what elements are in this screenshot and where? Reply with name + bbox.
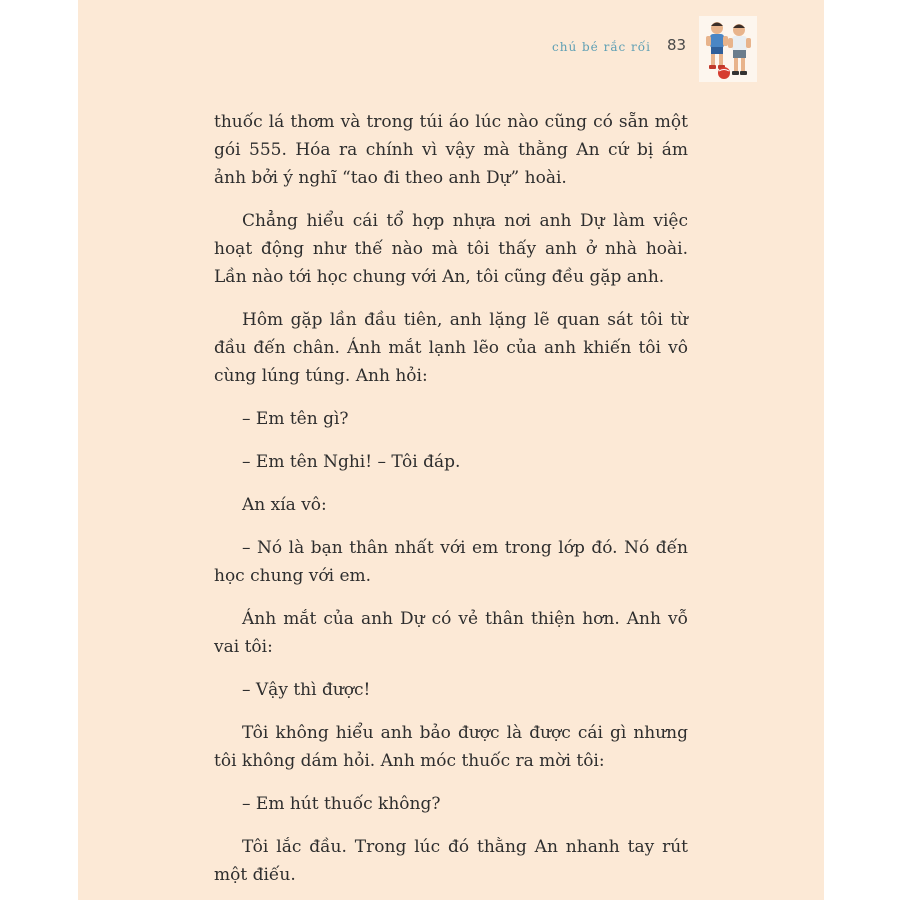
paragraph: An xía vô: (242, 495, 327, 515)
dialogue-line: – Em tên gì? (242, 409, 349, 429)
paragraph: Chẳng hiểu cái tổ hợp nhựa nơi anh Dự làm việc hoạt động như thế nào mà tôi thấy anh ở nhà hoài. Lần nào tới học chung với An, tôi cũng đều gặp anh. (214, 211, 688, 287)
body-text (214, 108, 688, 900)
paragraph: Tôi lắc đầu. Trong lúc đó thằng An nhanh tay rút một điếu. (214, 837, 688, 885)
running-title: chú bé rắc rối (552, 40, 651, 54)
dialogue-line: – Em hút thuốc không? (242, 794, 441, 814)
dialogue-line: – Em tên Nghi! – Tôi đáp. (242, 452, 461, 472)
paragraph: Hôm gặp lần đầu tiên, anh lặng lẽ quan sát tôi từ đầu đến chân. Ánh mắt lạnh lẽo của anh khiến tôi vô cùng lúng túng. Anh hỏi: (214, 310, 688, 386)
paragraph: Tôi không hiểu anh bảo được là được cái gì nhưng tôi không dám hỏi. Anh móc thuốc ra mời tôi: (214, 723, 688, 771)
paragraph: thuốc lá thơm và trong túi áo lúc nào cũng có sẵn một gói 555. Hóa ra chính vì vậy mà thằng An cứ bị ám ảnh bởi ý nghĩ “tao đi theo anh Dự” hoài. (214, 112, 688, 188)
dialogue-line: – Nó là bạn thân nhất với em trong lớp đó. Nó đến học chung với em. (214, 538, 688, 586)
paragraph: Ánh mắt của anh Dự có vẻ thân thiện hơn. Anh vỗ vai tôi: (214, 609, 688, 657)
two-boys-playing-ball-illustration (699, 16, 757, 82)
page-number: 83 (667, 36, 687, 54)
dialogue-line: – Vậy thì được! (242, 680, 371, 700)
book-page (78, 0, 824, 900)
